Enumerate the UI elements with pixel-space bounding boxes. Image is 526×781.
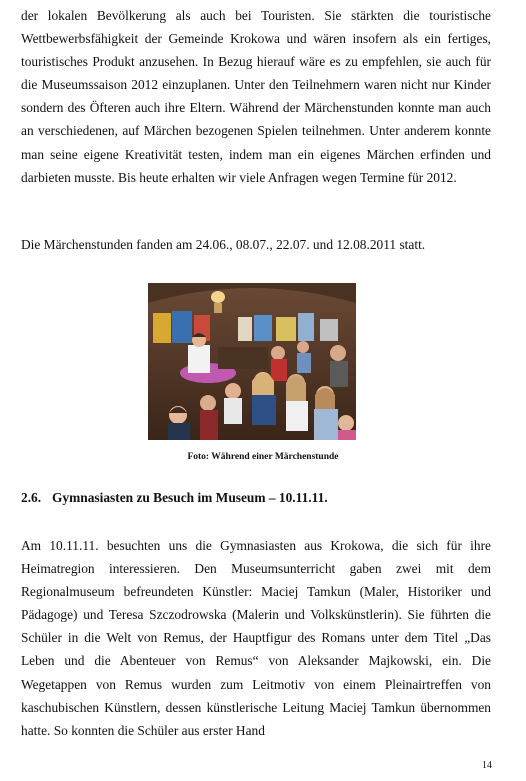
body-paragraph: Am 10.11.11. besuchten uns die Gymnasiasten aus Krokowa, die sich für ihre Heimatregion interessieren. Den Museumsunterricht gaben zwei mit dem Regionalmuseum befreundeten Künstler: Maciej Tamkun (Maler, Historiker und Pädagoge) und Teresa Szczodrowska (Malerin und Volkskünstlerin). Sie führten die Schüler in die Welt von Remus, der Hauptfigur des Romans unter dem Titel „Das Leben und die Abenteuer von Remus“ von Aleksander Majkowski, ein. Die Wegetappen von Remus wurden zum Leitmotiv von einem Pleinairtreffen von kaschubischen Künstlern, dessen künstlerische Leitung Maciej Tamkun übernommen hatte. So konnten die Schüler aus erster Hand [21,538,491,738]
body-paragraph: der lokalen Bevölkerung als auch bei Touristen. Sie stärkten die touristische Wettbewerbsfähigkeit der Gemeinde Krokowa und wären insofern als ein fertiges, touristisches Produkt anzusehen. In Bezug hierauf wäre es zu empfehlen, sie auch für die Museumssaison 2012 einzuplanen. Unter den Teilnehmern waren nicht nur Kinder sondern des Öfteren auch ihre Eltern. Während der Märchenstunden konnte man auch an verschiedenen, auf Märchen bezogenen Spielen teilnehmen. Unter anderem konnte man seine eigene Kreativität testen, indem man ein eigenes Märchen erfinden und darbieten musste. Bis heute erhalten wir viele Anfragen wegen Termine für 2012. [21,8,491,185]
photo-caption: Foto: Während einer Märchenstunde [187,452,339,462]
section-heading [21,490,328,506]
body-paragraph: Die Märchenstunden fanden am 24.06., 08.07., 22.07. und 12.08.2011 statt. [21,237,426,252]
section-title: Gymnasiasten zu Besuch im Museum – 10.11.11. [52,490,328,505]
photo-illustration [148,283,356,440]
section-number: 2.6. [21,490,42,505]
page-number: 14 [482,760,492,771]
photo-fairy-tale-hour [148,283,356,440]
